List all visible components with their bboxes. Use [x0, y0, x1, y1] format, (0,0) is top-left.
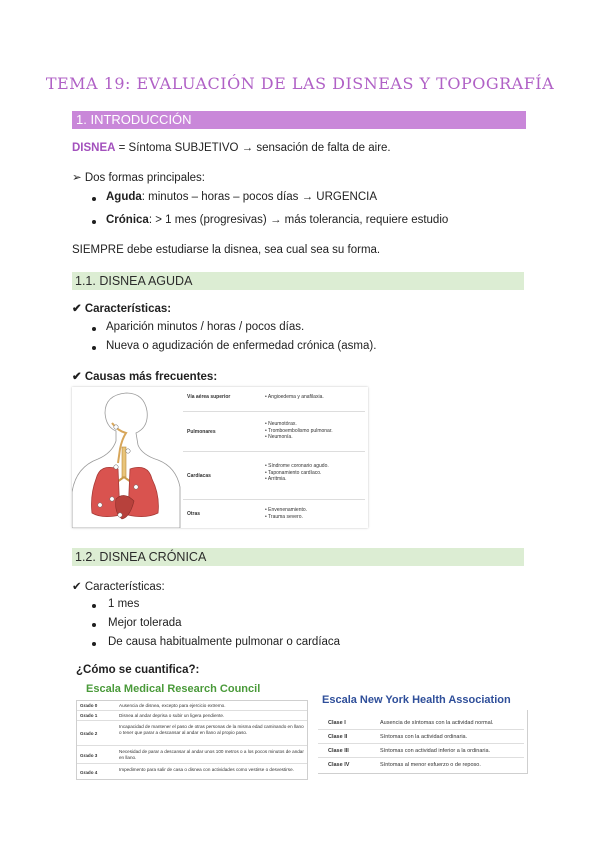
- table-row: [77, 711, 307, 721]
- bullet: [92, 623, 96, 627]
- cause-list: [265, 507, 365, 520]
- grade-description: Impedimento para salir de casa o disnea con actividades como vestirse o desvestirse.: [119, 767, 294, 772]
- nyha-scale-table: [318, 710, 528, 774]
- forms-lead: ➢ Dos formas principales:: [72, 172, 205, 184]
- grade-description: Ausencia de disnea, excepto para ejercicio extremo.: [119, 703, 226, 708]
- siempre-note: SIEMPRE debe estudiarse la disnea, sea cual sea su forma.: [72, 244, 381, 256]
- term-disnea: DISNEA: [72, 142, 116, 154]
- class-label: Clase IV: [328, 762, 350, 768]
- grade-label: Grado 0: [80, 703, 98, 708]
- bullet: [92, 220, 96, 224]
- cronica-text: : > 1 mes (progresivas) → más tolerancia, requiere estudio: [148, 214, 449, 226]
- list-item: Nueva o agudización de enfermedad crónica (asma).: [106, 340, 377, 352]
- class-label: Clase III: [328, 748, 349, 754]
- cause-list: [265, 463, 365, 483]
- grade-label: Grado 4: [80, 770, 98, 775]
- table-row: [77, 701, 307, 711]
- term-aguda: Aguda: [106, 191, 142, 203]
- table-row: [183, 452, 365, 500]
- section-heading-disnea-cronica: [72, 548, 524, 566]
- table-row: [77, 764, 307, 780]
- bullet: [92, 327, 96, 331]
- grade-label: Grado 3: [80, 753, 98, 758]
- cause-item: • Trauma severo.: [265, 513, 303, 520]
- aguda-text: : minutos – horas – pocos días → URGENCIA: [141, 191, 377, 203]
- heading-text: 1. INTRODUCCIÓN: [76, 112, 192, 127]
- cause-item: • Neumonía.: [265, 434, 293, 440]
- mrc-scale-table: [76, 700, 308, 780]
- causas-label: ✔ Causas más frecuentes:: [72, 371, 218, 383]
- section-heading-disnea-aguda: [72, 272, 524, 290]
- table-row: [318, 758, 524, 772]
- class-label: Clase II: [328, 734, 348, 740]
- term-cronica: Crónica: [106, 214, 149, 226]
- torso-lungs-illustration: [72, 387, 182, 528]
- cause-item: • Envenenamiento.: [265, 507, 308, 513]
- table-row: [77, 721, 307, 746]
- class-description: Síntomas al menor esfuerzo o de reposo.: [380, 762, 481, 768]
- table-row: [183, 412, 365, 452]
- cause-category: Vía aérea superior: [187, 394, 231, 400]
- cause-item: • Tromboembolismo pulmonar.: [265, 427, 333, 434]
- bullet: [92, 604, 96, 608]
- cause-list: [265, 394, 365, 401]
- definition-line: [72, 142, 391, 154]
- table-row: [183, 500, 365, 527]
- list-item: Mejor tolerada: [108, 617, 182, 629]
- table-row: [318, 716, 524, 730]
- section-heading-introduccion: [72, 111, 526, 129]
- nyha-scale-title: Escala New York Health Association: [322, 694, 511, 706]
- list-item: De causa habitualmente pulmonar o cardíaca: [108, 636, 341, 648]
- cause-item: • Angioedema y anafilaxia.: [265, 394, 324, 400]
- cause-item: • Neumotórax.: [265, 421, 297, 427]
- definition-text: = Síntoma SUBJETIVO → sensación de falta de aire.: [115, 142, 391, 154]
- list-item: 1 mes: [108, 598, 140, 610]
- grade-description: Incapacidad de mantener el paso de otras personas de la misma edad caminando en llano o tener que parar a descansar al andar en llano al propio paso.: [119, 724, 304, 735]
- grade-description: Necesidad de parar a descansar al andar unos 100 metros o a los pocos minutos de andar en llano.: [119, 749, 304, 760]
- cause-category: Pulmonares: [187, 429, 216, 435]
- cause-item: • Síndrome coronario agudo.: [265, 463, 329, 469]
- page-title: TEMA 19: EVALUACIÓN DE LAS DISNEAS Y TOPOGRAFÍA: [45, 74, 555, 93]
- class-label: Clase I: [328, 720, 346, 726]
- bullet: [92, 197, 96, 201]
- table-row: [77, 746, 307, 764]
- cuantifica-question: ¿Cómo se cuantifica?:: [76, 664, 200, 676]
- table-row: [318, 744, 524, 758]
- form-aguda: [106, 191, 377, 203]
- cause-item: • Taponamiento cardíaco.: [265, 469, 322, 476]
- heading-text: 1.1. DISNEA AGUDA: [75, 274, 193, 288]
- cause-list: [265, 421, 365, 441]
- grade-label: Grado 1: [80, 713, 98, 718]
- table-row: [183, 387, 365, 412]
- bullet: [92, 346, 96, 350]
- form-cronica: [106, 214, 448, 226]
- heading-text: 1.2. DISNEA CRÓNICA: [75, 550, 207, 564]
- cause-category: Cardíacas: [187, 473, 211, 479]
- cause-item: • Arritmia.: [265, 476, 287, 482]
- grade-label: Grado 2: [80, 731, 98, 736]
- list-item: Aparición minutos / horas / pocos días.: [106, 321, 305, 333]
- caracteristicas-label: ✔ Características:: [72, 303, 172, 315]
- class-description: Ausencia de síntomas con la actividad normal.: [380, 720, 494, 726]
- caracteristicas-label: ✔ Características:: [72, 581, 165, 593]
- table-row: [318, 730, 524, 744]
- class-description: Síntomas con actividad inferior a la ordinaria.: [380, 748, 491, 754]
- bullet: [92, 642, 96, 646]
- class-description: Síntomas con la actividad ordinaria.: [380, 734, 468, 740]
- grade-description: Disnea al andar deprisa o subir un ligera pendiente.: [119, 713, 225, 718]
- cause-category: Otras: [187, 511, 201, 517]
- mrc-scale-title: Escala Medical Research Council: [86, 683, 261, 695]
